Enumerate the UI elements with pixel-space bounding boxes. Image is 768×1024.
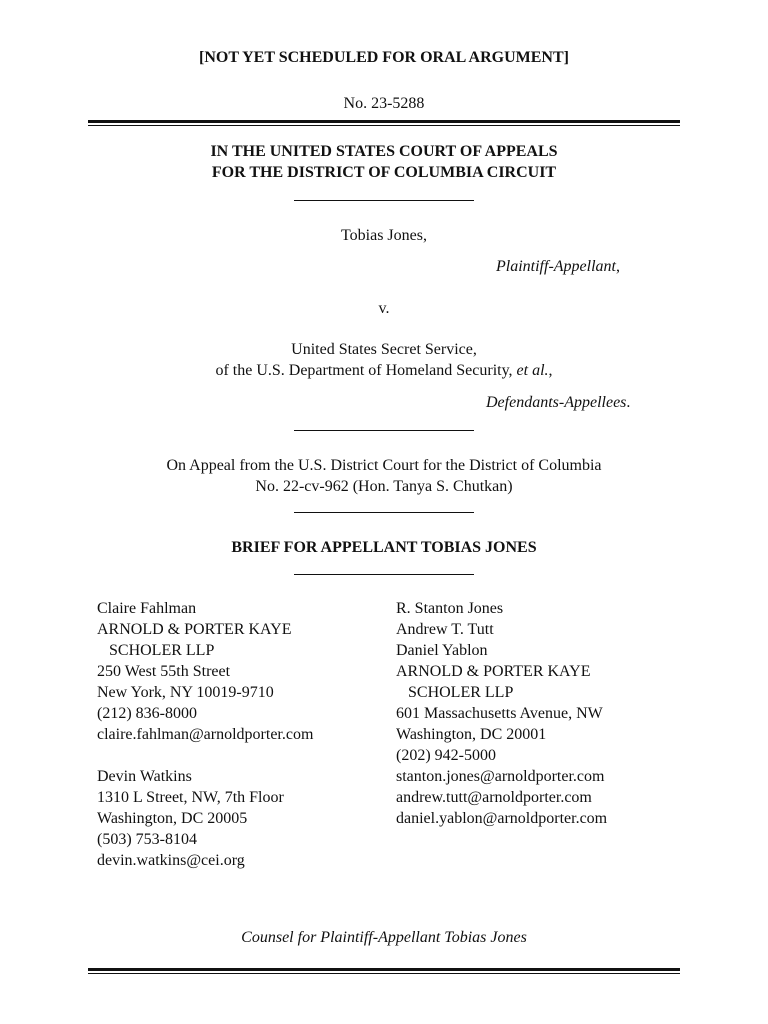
- email-address: daniel.yablon@arnoldporter.com: [396, 810, 608, 827]
- counsel-for-line: Counsel for Plaintiff-Appellant Tobias Jones: [241, 929, 527, 946]
- defendant-role-suffix: .: [626, 394, 631, 411]
- street-address: 250 West 55th Street: [97, 663, 231, 680]
- divider-rule: [294, 574, 474, 575]
- defendant-line1: United States Secret Service,: [291, 341, 477, 358]
- phone-number: (202) 942-5000: [396, 747, 496, 764]
- defendant-et-al: et al.: [516, 362, 549, 379]
- defendant-line2-prefix: of the U.S. Department of Homeland Security,: [215, 362, 517, 379]
- city-state-zip: Washington, DC 20005: [97, 810, 248, 827]
- divider-rule: [294, 430, 474, 431]
- defendant-line2-suffix: ,: [548, 362, 553, 379]
- counsel-name: Claire Fahlman: [97, 600, 197, 617]
- firm-name-cont: SCHOLER LLP: [408, 684, 514, 701]
- counsel-name: R. Stanton Jones: [396, 600, 504, 617]
- plaintiff-name: Tobias Jones,: [341, 227, 427, 244]
- divider-rule: [294, 512, 474, 513]
- brief-title: BRIEF FOR APPELLANT TOBIAS JONES: [231, 539, 537, 556]
- phone-number: (212) 836-8000: [97, 705, 197, 722]
- street-address: 601 Massachusetts Avenue, NW: [396, 705, 603, 722]
- court-name-line1: IN THE UNITED STATES COURT OF APPEALS: [210, 143, 558, 160]
- city-state-zip: Washington, DC 20001: [396, 726, 547, 743]
- plaintiff-role-suffix: ,: [615, 258, 620, 275]
- versus: v.: [378, 300, 390, 317]
- firm-name: ARNOLD & PORTER KAYE: [97, 621, 292, 638]
- street-address: 1310 L Street, NW, 7th Floor: [97, 789, 284, 806]
- counsel-right-column: [396, 598, 607, 829]
- appeal-line1: On Appeal from the U.S. District Court for the District of Columbia: [166, 457, 602, 474]
- phone-number: (503) 753-8104: [97, 831, 197, 848]
- plaintiff-role-text: Plaintiff-Appellant: [496, 258, 616, 275]
- appeal-line2: No. 22-cv-962 (Hon. Tanya S. Chutkan): [255, 478, 513, 495]
- email-address: andrew.tutt@arnoldporter.com: [396, 789, 592, 806]
- email-address: claire.fahlman@arnoldporter.com: [97, 726, 314, 743]
- spacer: [97, 745, 313, 766]
- defendant-role: [486, 392, 630, 413]
- defendant-line2: [0, 360, 768, 381]
- city-state-zip: New York, NY 10019-9710: [97, 684, 274, 701]
- divider-rule: [294, 200, 474, 201]
- counsel-name: Devin Watkins: [97, 768, 192, 785]
- firm-name-cont: SCHOLER LLP: [109, 642, 215, 659]
- counsel-name: Andrew T. Tutt: [396, 621, 494, 638]
- oral-argument-status: [NOT YET SCHEDULED FOR ORAL ARGUMENT]: [199, 49, 569, 66]
- defendant-role-text: Defendants-Appellees: [486, 394, 627, 411]
- header-double-rule: [88, 120, 680, 126]
- counsel-left-column: [97, 598, 313, 871]
- footer-double-rule: [88, 968, 680, 974]
- case-number: No. 23-5288: [343, 95, 425, 112]
- plaintiff-role: [496, 256, 620, 277]
- email-address: devin.watkins@cei.org: [97, 852, 245, 869]
- email-address: stanton.jones@arnoldporter.com: [396, 768, 605, 785]
- court-name-line2: FOR THE DISTRICT OF COLUMBIA CIRCUIT: [211, 164, 557, 181]
- firm-name: ARNOLD & PORTER KAYE: [396, 663, 591, 680]
- counsel-name: Daniel Yablon: [396, 642, 488, 659]
